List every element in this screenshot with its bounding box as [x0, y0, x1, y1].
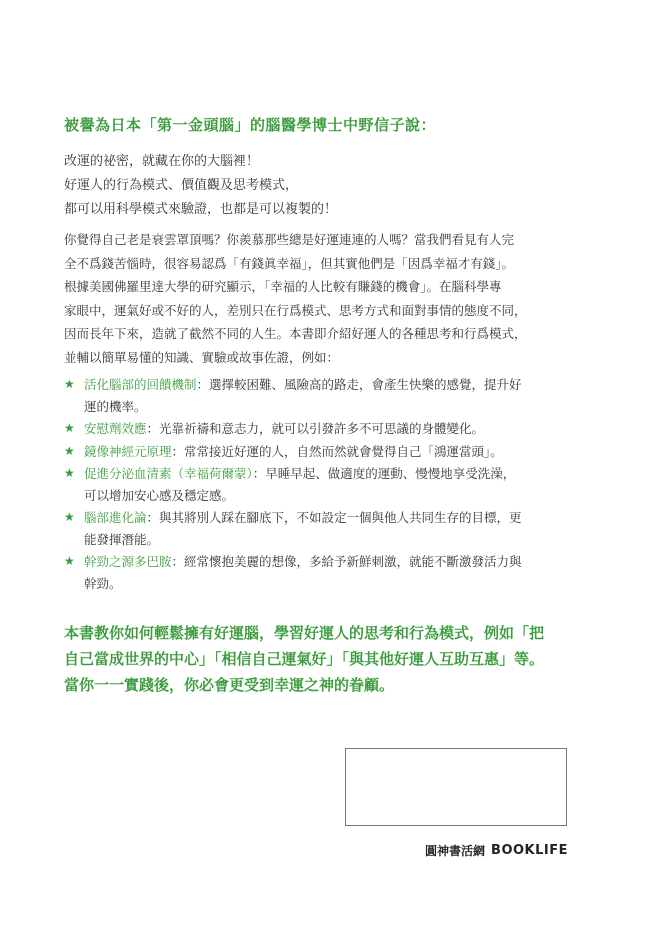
bullet-list [64, 374, 609, 595]
bullet-text: 運的機率。 [84, 398, 147, 414]
star-icon: ★ [64, 466, 75, 480]
intro-line: 因而長年下來，造就了截然不同的人生。本書即介紹好運人的各種思考和行爲模式， [64, 326, 527, 341]
bullet-item [64, 441, 609, 463]
publisher-name-cn: 圓神書活網 [425, 843, 486, 858]
bullet-text: 能發揮潛能。 [84, 531, 160, 547]
star-icon: ★ [64, 443, 75, 458]
quote-line: 好運人的行為模式、價值觀及思考模式， [64, 178, 299, 193]
star-icon: ★ [64, 510, 75, 524]
bullet-term: 鏡像神經元原理 [84, 443, 172, 459]
intro-line: 並輔以簡單易懂的知識、實驗或故事佐證，例如： [64, 349, 340, 365]
bullet-text: ：與其將別人踩在腳底下，不如設定一個與他人共同生存的目標，更 [146, 510, 522, 525]
star-icon: ★ [64, 421, 75, 435]
star-icon: ★ [64, 377, 75, 391]
bullet-text: ：光靠祈禱和意志力，就可以引發許多不可思議的身體變化。 [146, 421, 485, 436]
bullet-text: ：經常懷抱美麗的想像，多給予新鮮刺激，就能不斷激發活力與 [171, 554, 522, 569]
star-icon: ★ [64, 554, 75, 568]
bullet-term: 促進分泌血清素（幸福荷爾蒙） [84, 466, 253, 481]
bullet-text: 幹勁。 [84, 575, 122, 591]
bullet-term: 幹勁之源多巴胺 [84, 554, 172, 569]
bullet-text: ：早睡早起、做適度的運動、慢慢地享受洗澡， [252, 466, 516, 481]
intro-paragraph [64, 228, 604, 369]
intro-line: 家眼中，運氣好或不好的人，差別只在行爲模式、思考方式和面對事情的態度不同， [64, 302, 527, 318]
headline: 被譽為日本「第一金頭腦」的腦醫學博士中野信子說： [64, 116, 437, 134]
bullet-item [64, 374, 609, 417]
bullet-text: ：選擇較困難、風險高的路走，會產生快樂的感覺，提升好 [196, 377, 522, 392]
intro-line: 全不爲錢苦惱時，很容易認爲「有錢眞幸福」，但其實他們是「因爲幸福才有錢」。 [64, 255, 515, 271]
bullet-term: 腦部進化論 [84, 510, 147, 525]
bullet-text: ：常常接近好運的人，自然而然就會覺得自己「鴻運當頭」。 [171, 443, 503, 459]
publisher-name-en: BOOKLIFE [491, 842, 568, 858]
bullet-item [64, 418, 609, 440]
closing-line: 本書教你如何輕鬆擁有好運腦，學習好運人的思考和行為模式，例如「把 [64, 624, 545, 642]
bullet-text: 可以增加安心感及穩定感。 [84, 487, 235, 503]
closing-line: 自己當成世界的中心」「相信自己運氣好」「與其他好運人互助互惠」等。 [64, 650, 545, 668]
intro-line: 你覺得自己老是衰雲罩頂嗎？你羨慕那些總是好運連連的人嗎？當我們看見有人完 [64, 232, 515, 247]
closing-line: 當你一一實踐後，你必會更受到幸運之神的眷顧。 [64, 676, 395, 694]
quote-line: 改運的祕密，就藏在你的大腦裡！ [64, 154, 260, 169]
bullet-item [64, 507, 609, 550]
publisher-logo [398, 840, 568, 860]
quote-line: 都可以用科學模式來驗證，也都是可以複製的！ [64, 202, 338, 217]
closing-paragraph [64, 620, 609, 698]
quote-block [64, 150, 624, 222]
barcode-placeholder [345, 748, 567, 826]
bullet-term: 活化腦部的回饋機制 [84, 377, 197, 392]
bullet-item [64, 551, 609, 594]
bullet-item [64, 463, 609, 506]
bullet-term: 安慰劑效應 [84, 421, 147, 436]
intro-line: 根據美國佛羅里達大學的研究顯示，「幸福的人比較有賺錢的機會」。在腦科學專 [64, 279, 502, 294]
